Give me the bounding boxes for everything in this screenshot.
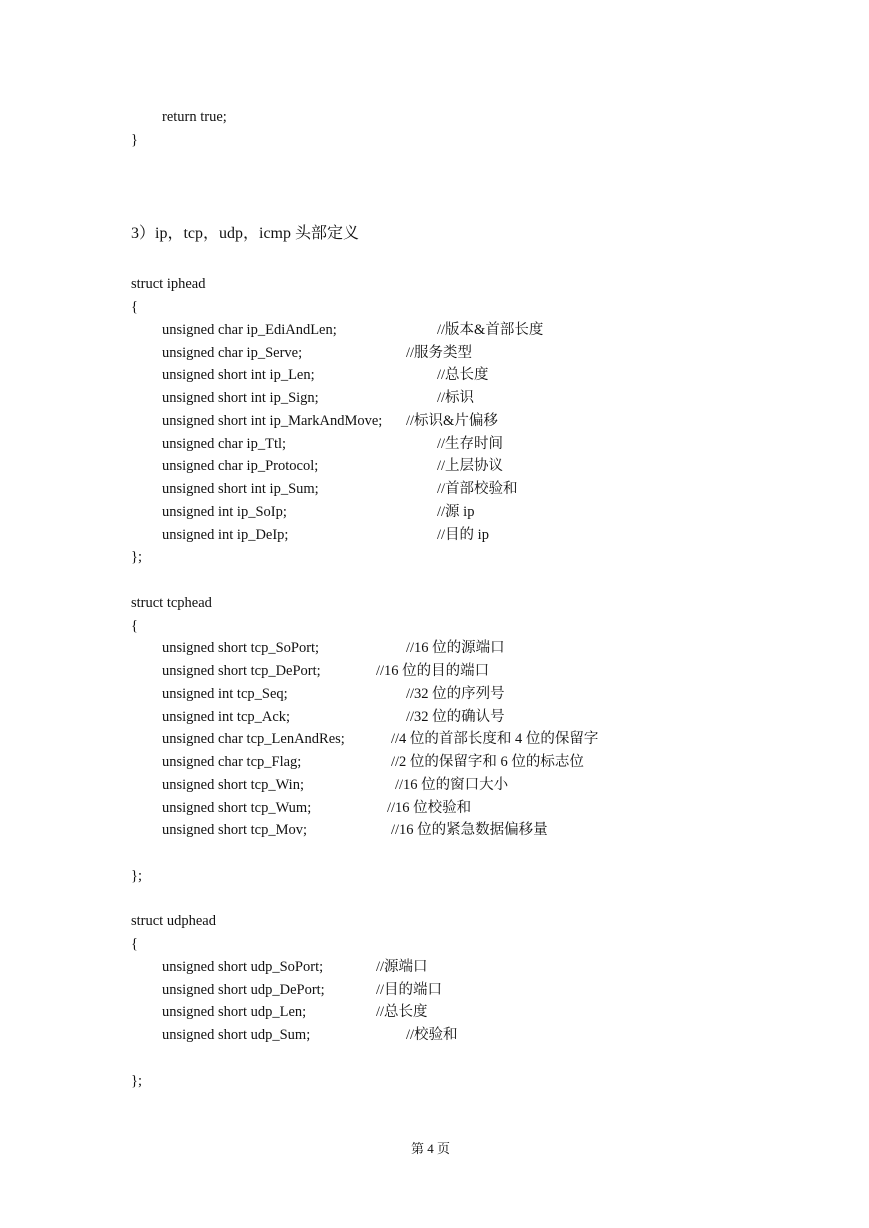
struct-declaration: struct udphead (131, 913, 216, 929)
code-line: { (131, 936, 138, 952)
field-code: unsigned short int ip_Sign; (162, 390, 319, 406)
field-code: unsigned short tcp_DePort; (162, 663, 321, 679)
code-line: }; (131, 549, 142, 565)
field-comment: //标识 (437, 390, 475, 406)
field-comment: //首部校验和 (437, 481, 518, 497)
field-code: unsigned short udp_Sum; (162, 1027, 311, 1043)
code-line: return true; (162, 109, 227, 125)
field-comment: //16 位的目的端口 (376, 663, 490, 679)
field-code: unsigned short udp_SoPort; (162, 959, 324, 975)
field-comment: //16 位的紧急数据偏移量 (391, 822, 548, 838)
field-comment: //2 位的保留字和 6 位的标志位 (391, 754, 584, 770)
code-line: }; (131, 868, 142, 884)
code-line: }; (131, 1073, 142, 1089)
field-code: unsigned char tcp_Flag; (162, 754, 302, 770)
field-code: unsigned short udp_Len; (162, 1004, 307, 1020)
field-code: unsigned char tcp_LenAndRes; (162, 731, 345, 747)
field-comment: //32 位的序列号 (406, 686, 505, 702)
field-comment: //4 位的首部长度和 4 位的保留字 (391, 731, 599, 747)
field-code: unsigned char ip_Protocol; (162, 458, 319, 474)
struct-declaration: struct tcphead (131, 595, 212, 611)
field-code: unsigned int ip_DeIp; (162, 527, 289, 543)
field-code: unsigned int ip_SoIp; (162, 504, 287, 520)
field-code: unsigned short udp_DePort; (162, 982, 325, 998)
field-code: unsigned short tcp_Win; (162, 777, 304, 793)
field-code: unsigned short int ip_MarkAndMove; (162, 413, 383, 429)
page-number: 第 4 页 (411, 1141, 451, 1156)
field-code: unsigned short tcp_Mov; (162, 822, 307, 838)
field-code: unsigned short int ip_Len; (162, 367, 315, 383)
field-comment: //校验和 (406, 1027, 458, 1043)
code-line: { (131, 299, 138, 315)
section-heading: 3）ip，tcp，udp，icmp 头部定义 (131, 225, 359, 242)
field-code: unsigned short tcp_SoPort; (162, 640, 320, 656)
field-comment: //16 位校验和 (387, 800, 472, 816)
field-code: unsigned short int ip_Sum; (162, 481, 319, 497)
struct-declaration: struct iphead (131, 276, 206, 292)
field-code: unsigned char ip_Ttl; (162, 436, 287, 452)
field-comment: //生存时间 (437, 436, 504, 452)
field-comment: //16 位的源端口 (406, 640, 505, 656)
field-comment: //16 位的窗口大小 (395, 777, 509, 793)
field-comment: //源 ip (437, 504, 475, 520)
field-comment: //总长度 (437, 367, 489, 383)
field-comment: //32 位的确认号 (406, 709, 505, 725)
code-line: { (131, 618, 138, 634)
field-comment: //上层协议 (437, 458, 504, 474)
field-comment: //标识&片偏移 (406, 413, 498, 429)
field-comment: //总长度 (376, 1004, 428, 1020)
field-comment: //目的端口 (376, 982, 443, 998)
field-comment: //版本&首部长度 (437, 322, 544, 338)
field-comment: //目的 ip (437, 527, 489, 543)
field-code: unsigned int tcp_Seq; (162, 686, 288, 702)
field-comment: //源端口 (376, 959, 428, 975)
field-code: unsigned char ip_Serve; (162, 345, 303, 361)
field-comment: //服务类型 (406, 345, 473, 361)
field-code: unsigned short tcp_Wum; (162, 800, 312, 816)
field-code: unsigned char ip_EdiAndLen; (162, 322, 337, 338)
code-line: } (131, 132, 138, 148)
field-code: unsigned int tcp_Ack; (162, 709, 291, 725)
